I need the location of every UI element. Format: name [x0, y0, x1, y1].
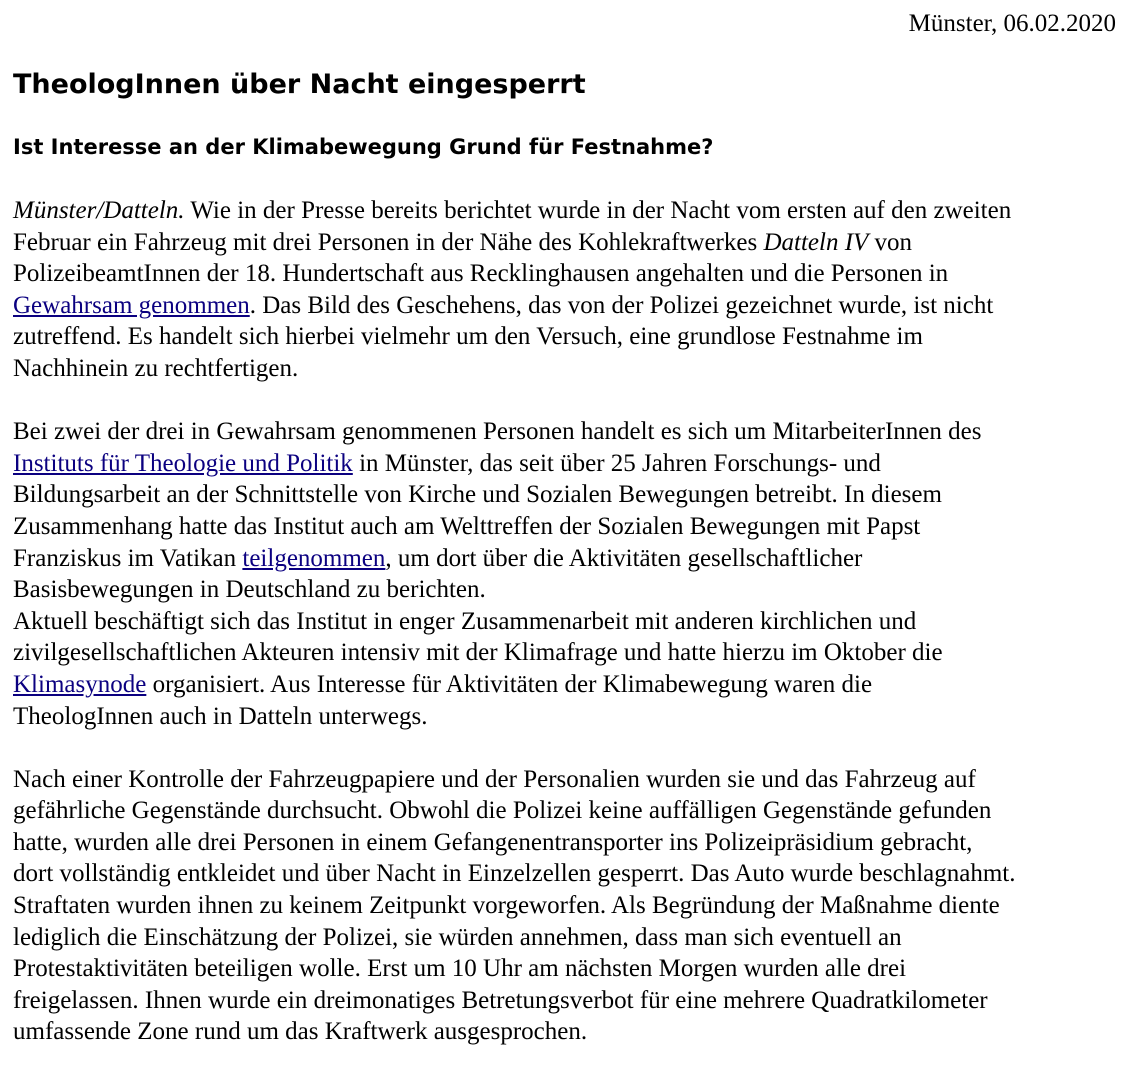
- text-line: Zusammenhang hatte das Institut auch am Welttreffen der Sozialen Bewegungen mit Papst: [13, 512, 921, 540]
- paragraph-2: [13, 416, 1123, 732]
- text-line: zivilgesellschaftlichen Akteuren intensiv mit der Klimafrage und hatte hierzu im Oktober die: [13, 639, 943, 667]
- text-line: freigelassen. Ihnen wurde ein dreimonatiges Betretungsverbot für eine mehrere Quadratkilometer: [13, 986, 988, 1014]
- paragraph-gap: [13, 732, 1123, 764]
- dateline: Münster, 06.02.2020: [908, 10, 1116, 37]
- article-body: [13, 195, 1123, 1048]
- text-line: lediglich die Einschätzung der Polizei, sie würden annehmen, dass man sich eventuell an: [13, 923, 902, 951]
- paragraph-3: [13, 764, 1123, 1048]
- headline: TheologInnen über Nacht eingesperrt: [13, 69, 586, 100]
- text-line: Klimasynode organisiert. Aus Interesse für Aktivitäten der Klimabewegung waren die: [13, 670, 873, 698]
- text-line: Aktuell beschäftigt sich das Institut in enger Zusammenarbeit mit anderen kirchlichen und: [13, 607, 917, 635]
- text-line: Bei zwei der drei in Gewahrsam genommenen Personen handelt es sich um MitarbeiterInnen des: [13, 418, 982, 446]
- text-line: umfassende Zone rund um das Kraftwerk ausgesprochen.: [13, 1018, 588, 1046]
- text-line: Straftaten wurden ihnen zu keinem Zeitpunkt vorgeworfen. Als Begründung der Maßnahme diente: [13, 892, 1000, 920]
- klimasynode-link[interactable]: Klimasynode: [13, 670, 147, 698]
- text-line: hatte, wurden alle drei Personen in einem Gefangenentransporter ins Polizeipräsidium gebracht,: [13, 828, 973, 856]
- text-line: Februar ein Fahrzeug mit drei Personen in der Nähe des Kohlekraftwerkes Datteln IV von: [13, 228, 913, 256]
- institute-link[interactable]: Instituts für Theologie und Politik: [13, 449, 353, 477]
- teilgenommen-link[interactable]: teilgenommen: [242, 544, 386, 572]
- text-line: TheologInnen auch in Datteln unterwegs.: [13, 702, 428, 730]
- text-line: PolizeibeamtInnen der 18. Hundertschaft aus Recklinghausen angehalten und die Personen in: [13, 260, 949, 288]
- subheadline: Ist Interesse an der Klimabewegung Grund für Festnahme?: [13, 135, 714, 159]
- paragraph-1: [13, 195, 1123, 385]
- text-line: Bildungsarbeit an der Schnittstelle von Kirche und Sozialen Bewegungen betreibt. In diesem: [13, 481, 942, 509]
- gewahrsam-link[interactable]: Gewahrsam genommen: [13, 291, 250, 319]
- text-line: Instituts für Theologie und Politik in Münster, das seit über 25 Jahren Forschungs- und: [13, 449, 881, 477]
- place-dateline: Münster/Datteln.: [13, 197, 185, 224]
- text-line: gefährliche Gegenstände durchsucht. Obwohl die Polizei keine auffälligen Gegenstände gefunden: [13, 797, 992, 825]
- text-line: zutreffend. Es handelt sich hierbei vielmehr um den Versuch, eine grundlose Festnahme im: [13, 323, 923, 351]
- text-line: Nach einer Kontrolle der Fahrzeugpapiere und der Personalien wurden sie und das Fahrzeug auf: [13, 765, 976, 793]
- paragraph-gap: [13, 385, 1123, 417]
- text-line: Gewahrsam genommen. Das Bild des Geschehens, das von der Polizei gezeichnet wurde, ist nicht: [13, 291, 994, 319]
- text-line: Basisbewegungen in Deutschland zu berichten.: [13, 576, 486, 604]
- power-plant-name: Datteln IV: [763, 228, 869, 256]
- text-line: dort vollständig entkleidet und über Nacht in Einzelzellen gesperrt. Das Auto wurde beschlagnahmt.: [13, 860, 1016, 888]
- text-line: Münster/Datteln. Wie in der Presse bereits berichtet wurde in der Nacht vom ersten auf den zweiten: [13, 197, 1012, 224]
- text-line: Nachhinein zu rechtfertigen.: [13, 354, 299, 382]
- text-line: Protestaktivitäten beteiligen wolle. Erst um 10 Uhr am nächsten Morgen wurden alle drei: [13, 955, 907, 983]
- text-line: Franziskus im Vatikan teilgenommen, um dort über die Aktivitäten gesellschaftlicher: [13, 544, 863, 572]
